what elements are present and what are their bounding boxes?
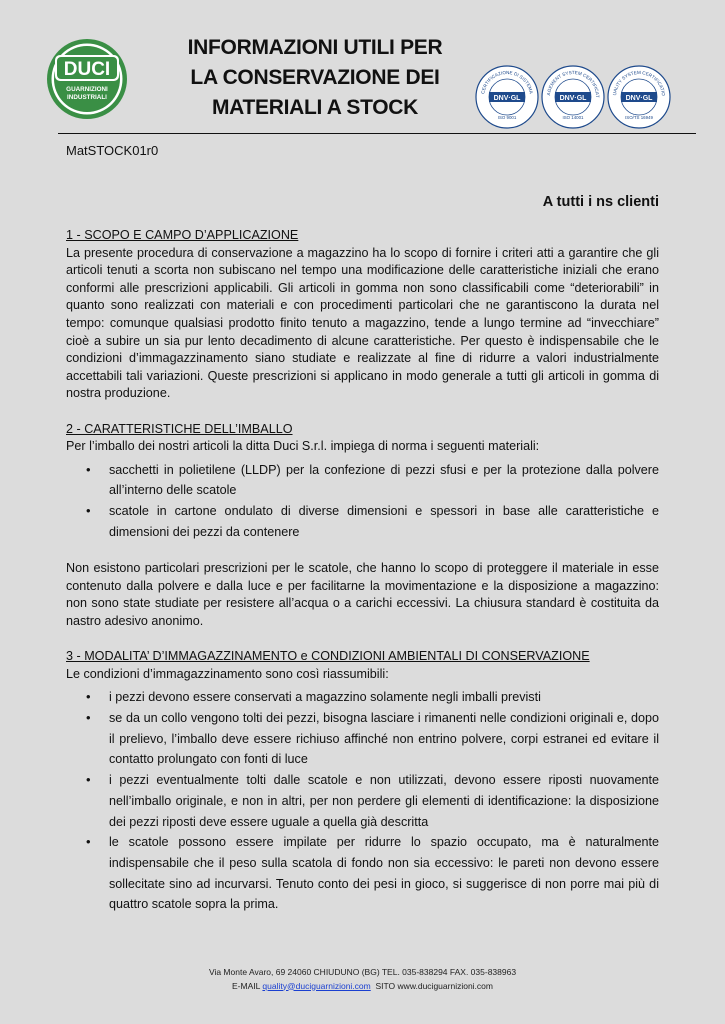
logo-sub2: INDUSTRIALI xyxy=(67,94,107,101)
email-link[interactable]: quality@duciguarnizioni.com xyxy=(262,980,371,991)
site-label: SITO xyxy=(375,980,396,991)
section-2-intro: Per l’imballo dei nostri articoli la ditta Duci S.r.l. impiega di norma i seguenti materiali: xyxy=(66,439,540,454)
email-label: E-MAIL xyxy=(232,980,261,991)
cert-brand: DNV·GL xyxy=(493,95,521,102)
list-item: • i pezzi eventualmente tolti dalle scatole e non utilizzati, devono essere riposti nuovamente nell’imballo originale, e non in altri, per non perdere gli elementi di identificazione: la disposizione dei pezzi riposti deve essere uguale a quella già descritta xyxy=(66,770,659,832)
document-body xyxy=(66,227,659,915)
footer-address: Via Monte Avaro, 69 24060 CHIUDUNO (BG) TEL. 035-838294 FAX. 035-838963 xyxy=(208,967,517,977)
duci-logo xyxy=(46,38,128,120)
document-title xyxy=(160,33,470,123)
list-item: • i pezzi devono essere conservati a magazzino solamente negli imballi previsti xyxy=(66,687,659,708)
site-url: www.duciguarnizioni.com xyxy=(397,980,493,991)
title-line-1: INFORMAZIONI UTILI PER xyxy=(187,36,443,59)
list-item: • sacchetti in polietilene (LLDP) per la confezione di pezzi sfusi e per la protezione dalla polvere all’interno delle scatole xyxy=(66,460,659,501)
footer-contacts xyxy=(0,980,725,994)
salutation: A tutti i ns clienti xyxy=(542,194,659,210)
logo-sub1: GUARNIZIONI xyxy=(66,86,108,93)
title-line-2: LA CONSERVAZIONE DEI xyxy=(190,66,440,89)
cert-ring-text: CERTIFICAZIONE DI SISTEMA xyxy=(480,69,534,95)
cert-brand: DNV·GL xyxy=(625,95,653,102)
page-footer xyxy=(0,966,725,993)
section-2-after: Non esistono particolari prescrizioni per le scatole, che hanno lo scopo di proteggere il materiale in esse contenuto dalla polvere e dalla luce e per facilitarne la movimentazione e la disposizione a magazzino: non sono state studiate per resistere all’acqua o a carichi eccessivi. La chiusura standard è costituita da nastro adesivo anonimo. xyxy=(66,561,659,628)
section-3-intro: Le condizioni d’immagazzinamento sono così riassumibili: xyxy=(66,666,389,681)
section-3-list xyxy=(66,687,659,915)
list-item: • le scatole possono essere impilate per ridurre lo spazio occupato, ma è naturalmente indispensabile che il peso sulla scatola di fondo non sia eccessivo: le pareti non devono essere sollecitate sino ad incurvarsi. Tenuto conto dei pesi in gioco, si suggerisce di non porre mai più di quattro scatole sopra la prima. xyxy=(66,832,659,915)
title-line-3: MATERIALI A STOCK xyxy=(211,96,419,119)
section-1-text: La presente procedura di conservazione a magazzino ha lo scopo di fornire i criteri atti a garantire che gli articoli tenuti a scorta non subiscano nel tempo una modificazione delle caratteristiche iniziali che erano conformi alle prescrizioni applicabili. Gli articoli in gomma non sono classificabili come “deteriorabili” in quanto sono realizzati con materiali e con procedimenti particolari che ne garantiscono la durata nel tempo: comunque qualsiasi prodotto finito tenuto a magazzino, tende a lungo termine ad “invecchiare” cioè a subire un sia pur lento decadimento di alcune caratteristiche. Per questo è indispensabile che le condizioni d’immagazzinamento siano studiate e realizzate al fine di ridurre a valori industrialmente accettabili tali variazioni. Queste prescrizioni si applicano in modo generale a tutti gli articoli in gomma di nostra produzione. xyxy=(66,245,659,401)
cert-brand: DNV·GL xyxy=(559,95,587,102)
cert-ring-text: UALITY SYSTEM CERTIFICATIO xyxy=(612,69,667,97)
section-2-list xyxy=(66,460,659,543)
section-3-heading: 3 - MODALITA’ D’IMMAGAZZINAMENTO e CONDIZIONI AMBIENTALI DI CONSERVAZIONE xyxy=(66,649,590,664)
certification-seals xyxy=(474,64,674,130)
section-2-heading: 2 - CARATTERISTICHE DELL’IMBALLO xyxy=(66,421,293,436)
logo-text: DUCI xyxy=(63,59,111,80)
section-1-heading: 1 - SCOPO E CAMPO D’APPLICAZIONE xyxy=(66,228,299,242)
cert-seal-iso9001 xyxy=(476,66,538,128)
cert-ring-text: AGEMENT SYSTEM CERTIFICAT xyxy=(546,69,601,98)
cert-standard: ISO 9001 xyxy=(497,115,517,120)
cert-standard: ISO/TS 16949 xyxy=(625,115,653,120)
list-item: • scatole in cartone ondulato di diverse dimensioni e spessori in base alle caratteristiche e dimensioni dei pezzi da contenere xyxy=(66,501,659,542)
cert-standard: ISO 14001 xyxy=(562,115,584,120)
header-divider xyxy=(58,133,696,134)
list-item: • se da un collo vengono tolti dei pezzi, bisogna lasciare i rimanenti nelle condizioni originali e, dopo il prelievo, l’imballo deve essere richiuso affinché non entrino polvere, corpi estranei ed evitare il contatto prolungato con fonti di luce xyxy=(66,708,659,770)
document-code: MatSTOCK01r0 xyxy=(66,143,159,158)
